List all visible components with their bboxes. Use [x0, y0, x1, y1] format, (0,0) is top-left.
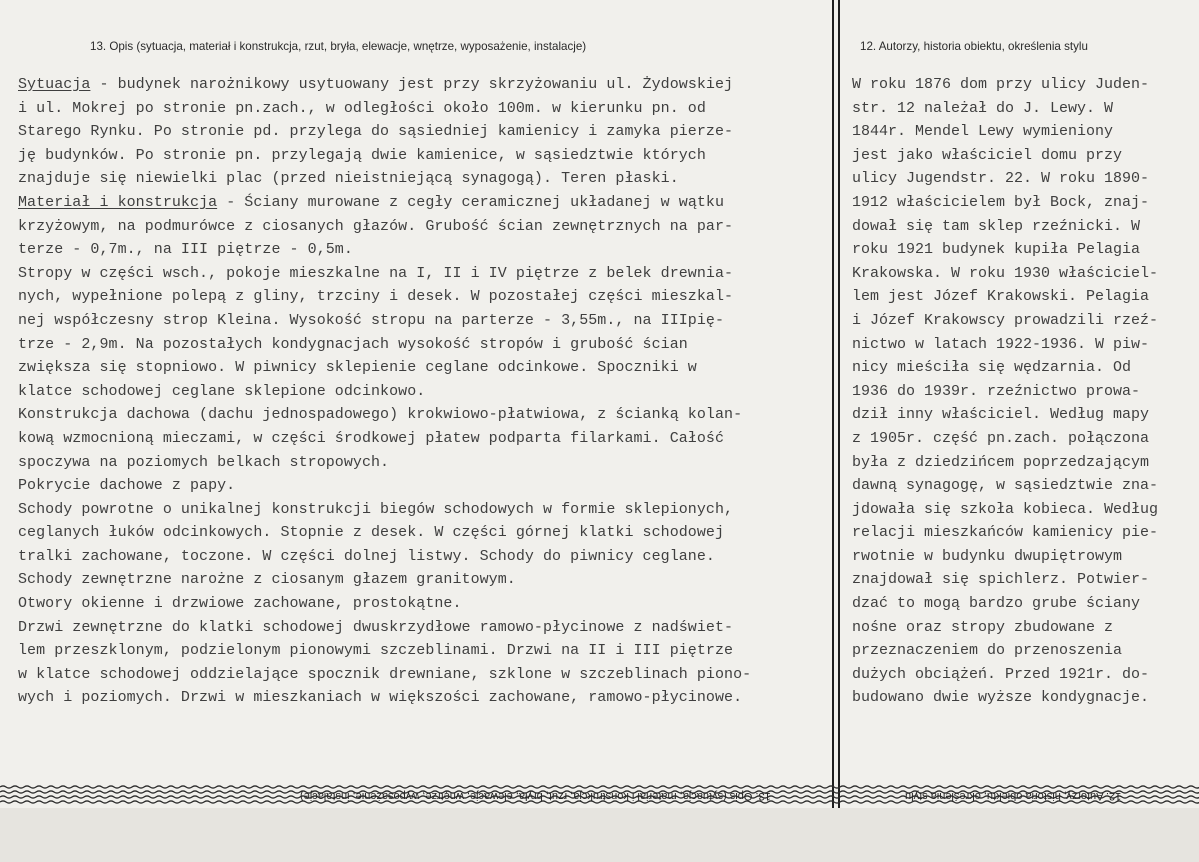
history-line: jdowała się szkoła kobieca. Według: [852, 500, 1159, 518]
description-line-text: kową wzmocnioną mieczami, w części środkowej płatew podparta filarkami. Całość: [18, 429, 725, 447]
description-line: [18, 333, 751, 357]
description-line: [18, 686, 751, 710]
description-line-text: lem przeszklonym, podzielonym pionowymi szczeblinami. Drzwi na II i III piętrze: [18, 642, 734, 660]
description-line: [18, 238, 751, 262]
description-line-text: Schody zewnętrzne narożne z ciosanym głazem granitowym.: [18, 571, 516, 589]
description-line-text: Pokrycie dachowe z papy.: [18, 477, 236, 495]
history-line: roku 1921 budynek kupiła Pelagia: [852, 241, 1141, 259]
section-label: Sytuacja: [18, 76, 91, 93]
description-line-text: wych i poziomych. Drzwi w mieszkaniach w większości zachowane, ramowo-płycinowe.: [18, 689, 743, 707]
description-line-text: trze - 2,9m. Na pozostałych kondygnacjach wysokość stropów i grubość ścian: [18, 335, 688, 353]
mirrored-footer-description: 13. Opis (sytuacja, materiał i konstrukcja, rzut, bryła, elewacje, wnętrze, wyposażenie, instalacje): [300, 790, 771, 802]
description-line-text: Stropy w części wsch., pokoje mieszkalne na I, II i IV piętrze z belek drewnia-: [18, 264, 734, 282]
history-line: jest jako właściciel domu przy: [852, 146, 1123, 164]
description-line-text: - budynek narożnikowy usytuowany jest przy skrzyżowaniu ul. Żydowskiej: [90, 76, 734, 93]
history-line: dużych obciążeń. Przed 1921r. do-: [852, 665, 1150, 683]
description-line-text: zwiększa się stopniowo. W piwnicy sklepienie ceglane odcinkowe. Spoczniki w: [18, 359, 697, 377]
description-line-text: - Ściany murowane z cegły ceramicznej układanej w wątku: [217, 193, 725, 211]
description-line-text: krzyżowym, na podmurówce z ciosanych głazów. Grubość ścian zewnętrznych na par-: [18, 217, 734, 235]
history-line: W roku 1876 dom przy ulicy Juden-: [852, 76, 1150, 93]
description-line: [18, 639, 751, 663]
description-line: [18, 309, 751, 333]
description-line: [18, 592, 751, 616]
wavy-line: [0, 786, 1199, 788]
history-line: i Józef Krakowscy prowadzili rzeź-: [852, 311, 1159, 329]
description-line: [18, 403, 751, 427]
history-line: dził inny właściciel. Według mapy: [852, 406, 1150, 424]
history-text: [852, 73, 1158, 710]
history-line: relacji mieszkańców kamienicy pie-: [852, 524, 1159, 542]
description-line-text: w klatce schodowej oddzielające spocznik drewniane, szklone w szczeblinach piono-: [18, 665, 752, 683]
column-divider-left: [832, 0, 834, 808]
history-header: 12. Autorzy, historia obiektu, określenia stylu: [860, 40, 1088, 53]
description-line: [18, 120, 751, 144]
description-line: [18, 356, 751, 380]
history-line: 1912 właścicielem był Bock, znaj-: [852, 193, 1150, 211]
description-line-text: klatce schodowej ceglane sklepione odcinkowo.: [18, 382, 426, 400]
history-line: rwotnie w budynku dwupiętrowym: [852, 547, 1123, 565]
description-line-text: terze - 0,7m., na III piętrze - 0,5m.: [18, 241, 353, 259]
description-line: [18, 663, 751, 687]
history-line: z 1905r. część pn.zach. połączona: [852, 429, 1150, 447]
history-line: Krakowska. W roku 1930 właściciel-: [852, 264, 1159, 282]
column-divider-right: [838, 0, 840, 808]
history-line: 1936 do 1939r. rzeźnictwo prowa-: [852, 382, 1141, 400]
history-line: znajdował się spichlerz. Potwier-: [852, 571, 1150, 589]
description-line: [18, 144, 751, 168]
bottom-margin: [0, 808, 1199, 862]
description-line: [18, 568, 751, 592]
history-line: była z dziedzińcem poprzedzającym: [852, 453, 1150, 471]
history-line: budowano dwie wyższe kondygnacje.: [852, 689, 1150, 707]
description-line-text: i ul. Mokrej po stronie pn.zach., w odległości około 100m. w kierunku pn. od: [18, 99, 706, 117]
description-line: [18, 285, 751, 309]
description-line: [18, 73, 751, 97]
description-line-text: ję budynków. Po stronie pn. przylegają dwie kamienice, w sąsiedztwie których: [18, 146, 706, 164]
description-line: [18, 498, 751, 522]
history-line: ulicy Jugendstr. 22. W roku 1890-: [852, 170, 1150, 188]
description-line-text: Konstrukcja dachowa (dachu jednospadowego) krokwiowo-płatwiowa, z ścianką kolan-: [18, 406, 743, 424]
history-line: nicy mieściła się wędzarnia. Od: [852, 359, 1132, 377]
description-line-text: spoczywa na poziomych belkach stropowych.: [18, 453, 390, 471]
description-line: [18, 191, 751, 215]
description-line: [18, 521, 751, 545]
description-text: [18, 73, 751, 710]
description-line-text: Starego Rynku. Po stronie pd. przylega do sąsiedniej kamienicy i zamyka pierze-: [18, 123, 734, 141]
history-line: dował się tam sklep rzeźnicki. W: [852, 217, 1141, 235]
description-line: [18, 167, 751, 191]
history-line: str. 12 należał do J. Lewy. W: [852, 99, 1114, 117]
history-line: nośne oraz stropy zbudowane z: [852, 618, 1114, 636]
description-line: [18, 97, 751, 121]
description-line-text: ceglanych łuków odcinkowych. Stopnie z desek. W części górnej klatki schodowej: [18, 524, 725, 542]
history-line: nictwo w latach 1922-1936. W piw-: [852, 335, 1150, 353]
description-line-text: nej współczesny strop Kleina. Wysokość stropu na parterze - 3,55m., na IIIpię-: [18, 311, 725, 329]
description-line: [18, 451, 751, 475]
description-line: [18, 545, 751, 569]
description-line-text: Otwory okienne i drzwiowe zachowane, prostokątne.: [18, 595, 462, 613]
description-line-text: znajduje się niewielki plac (przed nieistniejącą synagogą). Teren płaski.: [18, 170, 679, 188]
description-line-text: tralki zachowane, toczone. W części dolnej listwy. Schody do piwnicy ceglane.: [18, 547, 715, 565]
description-line-text: Drzwi zewnętrzne do klatki schodowej dwuskrzydłowe ramowo-płycinowe z nadświet-: [18, 618, 734, 636]
section-label: Materiał i konstrukcja: [18, 193, 218, 211]
description-line: [18, 427, 751, 451]
history-line: przeznaczeniem do przenoszenia: [852, 642, 1123, 660]
description-line-text: nych, wypełnione polepą z gliny, trzciny i desek. W pozostałej części mieszkal-: [18, 288, 734, 306]
history-line: lem jest Józef Krakowski. Pelagia: [852, 288, 1150, 306]
description-line-text: Schody powrotne o unikalnej konstrukcji biegów schodowych w formie sklepionych,: [18, 500, 734, 518]
description-line: [18, 215, 751, 239]
mirrored-footer-history: 12. Autorzy, historia obiektu, określenia stylu: [905, 790, 1122, 802]
history-line: dzać to mogą bardzo grube ściany: [852, 595, 1141, 613]
description-line: [18, 262, 751, 286]
history-line: dawną synagogę, w sąsiedztwie zna-: [852, 477, 1159, 495]
history-line: 1844r. Mendel Lewy wymieniony: [852, 123, 1114, 141]
description-line: [18, 380, 751, 404]
description-header: 13. Opis (sytuacja, materiał i konstrukcja, rzut, bryła, elewacje, wnętrze, wyposażenie, instalacje): [90, 40, 587, 53]
description-line: [18, 474, 751, 498]
description-line: [18, 616, 751, 640]
